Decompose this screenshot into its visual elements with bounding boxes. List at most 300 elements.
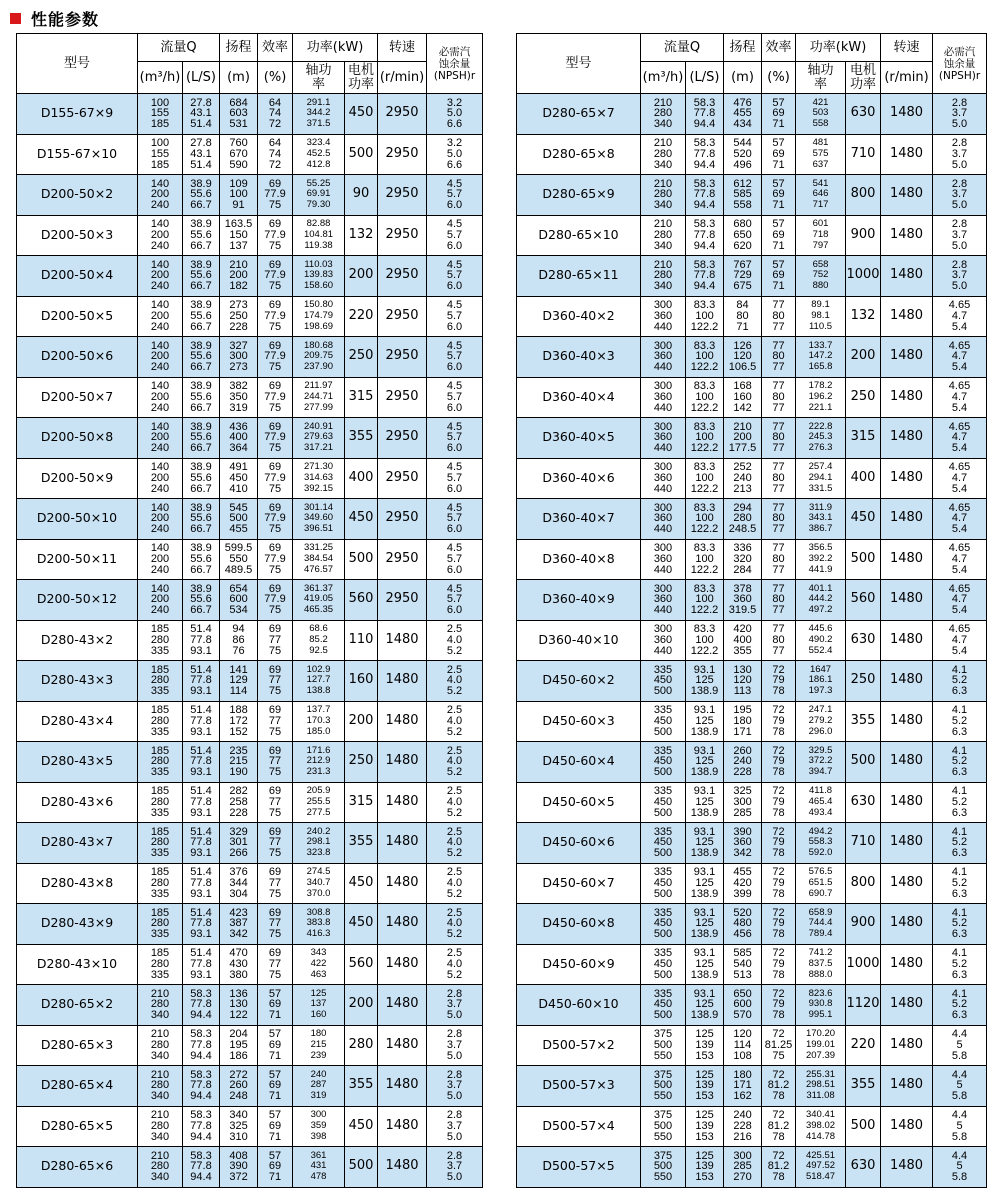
cell-speed: 1480 (881, 620, 933, 661)
cell-model: D200-50×11 (17, 539, 138, 580)
cell-npsh: 4.5 5.7 6.0 (427, 418, 483, 459)
cell-flow-ls: 83.3 100 122.2 (686, 580, 724, 621)
cell-efficiency: 57 69 71 (762, 175, 796, 216)
cell-model: D200-50×8 (17, 418, 138, 459)
cell-motor-power: 400 (345, 458, 378, 499)
cell-head: 767 729 675 (724, 256, 762, 297)
cell-speed: 2950 (378, 499, 427, 540)
cell-efficiency: 72 81.2 78 (762, 1106, 796, 1147)
cell-npsh: 2.5 4.0 5.2 (427, 620, 483, 661)
cell-efficiency: 72 79 78 (762, 823, 796, 864)
cell-npsh: 4.1 5.2 6.3 (933, 823, 987, 864)
table-row (17, 782, 483, 823)
header-speed-unit: (r/min) (881, 62, 933, 94)
cell-efficiency: 57 69 71 (258, 985, 293, 1026)
cell-motor-power: 450 (345, 1106, 378, 1147)
cell-speed: 1480 (881, 701, 933, 742)
cell-npsh: 2.5 4.0 5.2 (427, 701, 483, 742)
table-row (17, 256, 483, 297)
cell-efficiency: 69 77 75 (258, 944, 293, 985)
cell-speed: 1480 (881, 458, 933, 499)
cell-shaft-power: 125 137 160 (293, 985, 345, 1026)
cell-speed: 1480 (881, 1106, 933, 1147)
cell-head: 325 300 285 (724, 782, 762, 823)
cell-motor-power: 400 (846, 458, 881, 499)
cell-model: D450-60×3 (517, 701, 641, 742)
header-power: 功率(kW) (796, 34, 881, 62)
cell-flow-ls: 27.8 43.1 51.4 (183, 134, 220, 175)
header-speed-unit: (r/min) (378, 62, 427, 94)
table-row (517, 256, 987, 297)
cell-npsh: 4.65 4.7 5.4 (933, 337, 987, 378)
cell-flow-ls: 83.3 100 122.2 (686, 337, 724, 378)
cell-head: 336 320 284 (724, 539, 762, 580)
header-head-unit: (m) (724, 62, 762, 94)
cell-shaft-power: 274.5 340.7 370.0 (293, 863, 345, 904)
cell-efficiency: 57 69 71 (762, 94, 796, 135)
table-row (17, 1106, 483, 1147)
cell-efficiency: 57 69 71 (258, 1147, 293, 1188)
cell-model: D280-43×4 (17, 701, 138, 742)
cell-shaft-power: 170.20 199.01 207.39 (796, 1025, 846, 1066)
cell-shaft-power: 110.03 139.83 158.60 (293, 256, 345, 297)
cell-speed: 1480 (881, 256, 933, 297)
cell-motor-power: 630 (846, 620, 881, 661)
cell-efficiency: 77 80 77 (762, 458, 796, 499)
cell-flow-m3h: 140 200 240 (138, 337, 183, 378)
header-shaft-power (293, 62, 345, 94)
cell-shaft-power: 541 646 717 (796, 175, 846, 216)
cell-npsh: 4.65 4.7 5.4 (933, 499, 987, 540)
header-npsh-line1: 必需汽 (438, 45, 471, 58)
cell-efficiency: 69 77.9 75 (258, 377, 293, 418)
cell-flow-m3h: 375 500 550 (641, 1025, 686, 1066)
cell-motor-power: 355 (345, 418, 378, 459)
cell-flow-ls: 38.9 55.6 66.7 (183, 418, 220, 459)
cell-head: 294 280 248.5 (724, 499, 762, 540)
cell-head: 585 540 513 (724, 944, 762, 985)
cell-motor-power: 355 (345, 823, 378, 864)
cell-shaft-power: 343 422 463 (293, 944, 345, 985)
cell-efficiency: 69 77.9 75 (258, 458, 293, 499)
red-square-icon (10, 13, 21, 24)
cell-head: 760 670 590 (220, 134, 258, 175)
cell-head: 204 195 186 (220, 1025, 258, 1066)
cell-speed: 1480 (881, 1066, 933, 1107)
cell-flow-ls: 58.3 77.8 94.4 (183, 985, 220, 1026)
cell-flow-ls: 93.1 125 138.9 (686, 823, 724, 864)
cell-speed: 2950 (378, 580, 427, 621)
cell-model: D200-50×9 (17, 458, 138, 499)
cell-flow-ls: 93.1 125 138.9 (686, 661, 724, 702)
cell-flow-ls: 51.4 77.8 93.1 (183, 701, 220, 742)
cell-shaft-power: 823.6 930.8 995.1 (796, 985, 846, 1026)
cell-motor-power: 500 (846, 539, 881, 580)
cell-flow-ls: 83.3 100 122.2 (686, 377, 724, 418)
cell-motor-power: 250 (345, 742, 378, 783)
cell-efficiency: 69 77.9 75 (258, 215, 293, 256)
header-shaft-power-text: 轴功率 (305, 62, 332, 92)
header-flow-unit-m3h: (m³/h) (641, 62, 686, 94)
cell-shaft-power: 240.2 298.1 323.8 (293, 823, 345, 864)
cell-shaft-power: 361.37 419.05 465.35 (293, 580, 345, 621)
cell-head: 491 450 410 (220, 458, 258, 499)
cell-npsh: 4.5 5.7 6.0 (427, 296, 483, 337)
cell-shaft-power: 291.1 344.2 371.5 (293, 94, 345, 135)
cell-flow-ls: 38.9 55.6 66.7 (183, 377, 220, 418)
cell-speed: 1480 (378, 1147, 427, 1188)
cell-model: D280-65×11 (517, 256, 641, 297)
cell-motor-power: 200 (846, 337, 881, 378)
cell-head: 180 171 162 (724, 1066, 762, 1107)
cell-flow-ls: 93.1 125 138.9 (686, 944, 724, 985)
cell-npsh: 4.1 5.2 6.3 (933, 661, 987, 702)
header-flow-unit-ls: (L/S) (686, 62, 724, 94)
table-row (517, 985, 987, 1026)
table-row (17, 215, 483, 256)
cell-motor-power: 1000 (846, 944, 881, 985)
cell-flow-m3h: 210 280 340 (641, 215, 686, 256)
cell-motor-power: 1120 (846, 985, 881, 1026)
cell-motor-power: 800 (846, 863, 881, 904)
header-head: 扬程 (220, 34, 258, 62)
cell-head: 120 114 108 (724, 1025, 762, 1066)
cell-flow-m3h: 335 450 500 (641, 701, 686, 742)
table-row (517, 742, 987, 783)
cell-motor-power: 560 (345, 944, 378, 985)
cell-shaft-power: 55.25 69.91 79.30 (293, 175, 345, 216)
cell-npsh: 3.2 5.0 6.6 (427, 94, 483, 135)
cell-npsh: 2.8 3.7 5.0 (933, 134, 987, 175)
cell-model: D155-67×10 (17, 134, 138, 175)
cell-flow-ls: 38.9 55.6 66.7 (183, 458, 220, 499)
cell-npsh: 4.1 5.2 6.3 (933, 904, 987, 945)
cell-npsh: 4.5 5.7 6.0 (427, 337, 483, 378)
cell-model: D280-65×3 (17, 1025, 138, 1066)
cell-shaft-power: 658 752 880 (796, 256, 846, 297)
cell-flow-m3h: 375 500 550 (641, 1106, 686, 1147)
cell-flow-m3h: 300 360 440 (641, 499, 686, 540)
cell-head: 210 200 177.5 (724, 418, 762, 459)
cell-model: D450-60×9 (517, 944, 641, 985)
cell-speed: 1480 (378, 661, 427, 702)
cell-shaft-power: 257.4 294.1 331.5 (796, 458, 846, 499)
cell-npsh: 2.8 3.7 5.0 (933, 175, 987, 216)
cell-efficiency: 57 69 71 (258, 1066, 293, 1107)
header-head: 扬程 (724, 34, 762, 62)
cell-shaft-power: 331.25 384.54 476.57 (293, 539, 345, 580)
table-row (17, 377, 483, 418)
table-row (517, 620, 987, 661)
cell-model: D155-67×9 (17, 94, 138, 135)
cell-head: 378 360 319.5 (724, 580, 762, 621)
cell-flow-ls: 58.3 77.8 94.4 (686, 215, 724, 256)
cell-model: D200-50×4 (17, 256, 138, 297)
cell-motor-power: 710 (846, 823, 881, 864)
cell-motor-power: 450 (345, 904, 378, 945)
cell-efficiency: 72 79 78 (762, 944, 796, 985)
header-shaft-power-text: 轴功率 (807, 62, 834, 92)
cell-npsh: 4.65 4.7 5.4 (933, 418, 987, 459)
table-row (517, 1147, 987, 1188)
cell-flow-m3h: 140 200 240 (138, 458, 183, 499)
cell-speed: 1480 (881, 580, 933, 621)
cell-flow-m3h: 140 200 240 (138, 539, 183, 580)
cell-flow-m3h: 140 200 240 (138, 499, 183, 540)
cell-speed: 1480 (881, 1025, 933, 1066)
cell-efficiency: 69 77.9 75 (258, 418, 293, 459)
cell-npsh: 4.4 5 5.8 (933, 1106, 987, 1147)
table-row (517, 661, 987, 702)
cell-efficiency: 57 69 71 (762, 215, 796, 256)
table-row (17, 175, 483, 216)
cell-npsh: 4.5 5.7 6.0 (427, 580, 483, 621)
cell-motor-power: 200 (345, 701, 378, 742)
cell-npsh: 2.5 4.0 5.2 (427, 863, 483, 904)
cell-npsh: 2.8 3.7 5.0 (427, 1025, 483, 1066)
cell-shaft-power: 658.9 744.4 789.4 (796, 904, 846, 945)
table-row (517, 499, 987, 540)
cell-efficiency: 69 77 75 (258, 823, 293, 864)
cell-flow-ls: 93.1 125 138.9 (686, 782, 724, 823)
cell-speed: 2950 (378, 539, 427, 580)
cell-efficiency: 69 77.9 75 (258, 499, 293, 540)
cell-model: D500-57×3 (517, 1066, 641, 1107)
table-body-left (17, 94, 483, 1188)
cell-shaft-power: 421 503 558 (796, 94, 846, 135)
cell-efficiency: 69 77.9 75 (258, 337, 293, 378)
cell-speed: 1480 (881, 782, 933, 823)
cell-npsh: 2.8 3.7 5.0 (427, 985, 483, 1026)
cell-model: D280-43×7 (17, 823, 138, 864)
cell-shaft-power: 741.2 837.5 888.0 (796, 944, 846, 985)
cell-motor-power: 355 (345, 1066, 378, 1107)
cell-flow-m3h: 300 360 440 (641, 337, 686, 378)
cell-model: D200-50×10 (17, 499, 138, 540)
cell-efficiency: 69 77.9 75 (258, 580, 293, 621)
cell-flow-ls: 51.4 77.8 93.1 (183, 742, 220, 783)
cell-model: D360-40×5 (517, 418, 641, 459)
cell-shaft-power: 361 431 478 (293, 1147, 345, 1188)
cell-efficiency: 69 77 75 (258, 742, 293, 783)
cell-speed: 1480 (378, 823, 427, 864)
cell-shaft-power: 171.6 212.9 231.3 (293, 742, 345, 783)
cell-model: D280-65×9 (517, 175, 641, 216)
cell-shaft-power: 401.1 444.2 497.2 (796, 580, 846, 621)
cell-model: D500-57×4 (517, 1106, 641, 1147)
cell-flow-ls: 83.3 100 122.2 (686, 499, 724, 540)
table-row (17, 701, 483, 742)
performance-table-right (516, 33, 987, 1188)
cell-flow-ls: 125 139 153 (686, 1147, 724, 1188)
cell-speed: 1480 (881, 134, 933, 175)
table-row (17, 94, 483, 135)
cell-npsh: 4.1 5.2 6.3 (933, 701, 987, 742)
cell-npsh: 4.5 5.7 6.0 (427, 215, 483, 256)
cell-flow-m3h: 300 360 440 (641, 620, 686, 661)
table-row (17, 499, 483, 540)
header-npsh-line1: 必需汽 (943, 45, 976, 58)
cell-speed: 1480 (881, 215, 933, 256)
cell-speed: 2950 (378, 377, 427, 418)
cell-head: 300 285 270 (724, 1147, 762, 1188)
cell-shaft-power: 222.8 245.3 276.3 (796, 418, 846, 459)
cell-shaft-power: 356.5 392.2 441.9 (796, 539, 846, 580)
cell-head: 408 390 372 (220, 1147, 258, 1188)
cell-speed: 1480 (378, 863, 427, 904)
cell-motor-power: 500 (345, 1147, 378, 1188)
cell-efficiency: 72 79 78 (762, 782, 796, 823)
cell-model: D200-50×7 (17, 377, 138, 418)
cell-shaft-power: 255.31 298.51 311.08 (796, 1066, 846, 1107)
cell-speed: 1480 (881, 742, 933, 783)
table-row (17, 1025, 483, 1066)
cell-model: D450-60×10 (517, 985, 641, 1026)
cell-npsh: 4.65 4.7 5.4 (933, 580, 987, 621)
cell-flow-m3h: 300 360 440 (641, 418, 686, 459)
cell-model: D200-50×2 (17, 175, 138, 216)
header-model: 型号 (517, 34, 641, 94)
cell-head: 126 120 106.5 (724, 337, 762, 378)
header-npsh-line2: 蚀余量 (438, 57, 471, 70)
cell-motor-power: 250 (846, 661, 881, 702)
cell-motor-power: 500 (345, 134, 378, 175)
cell-speed: 2950 (378, 337, 427, 378)
table-row (517, 458, 987, 499)
cell-flow-ls: 38.9 55.6 66.7 (183, 539, 220, 580)
cell-flow-m3h: 140 200 240 (138, 215, 183, 256)
cell-flow-ls: 93.1 125 138.9 (686, 904, 724, 945)
cell-head: 329 301 266 (220, 823, 258, 864)
cell-npsh: 4.5 5.7 6.0 (427, 458, 483, 499)
cell-shaft-power: 411.8 465.4 493.4 (796, 782, 846, 823)
cell-model: D360-40×6 (517, 458, 641, 499)
cell-motor-power: 132 (345, 215, 378, 256)
cell-npsh: 2.8 3.7 5.0 (427, 1066, 483, 1107)
cell-head: 654 600 534 (220, 580, 258, 621)
cell-head: 476 455 434 (724, 94, 762, 135)
section-title (10, 8, 99, 28)
cell-model: D280-65×8 (517, 134, 641, 175)
cell-model: D280-43×8 (17, 863, 138, 904)
table-row (17, 134, 483, 175)
cell-flow-ls: 51.4 77.8 93.1 (183, 863, 220, 904)
cell-speed: 1480 (881, 175, 933, 216)
cell-efficiency: 69 77 75 (258, 620, 293, 661)
cell-flow-ls: 93.1 125 138.9 (686, 985, 724, 1026)
cell-flow-m3h: 335 450 500 (641, 985, 686, 1026)
cell-head: 94 86 76 (220, 620, 258, 661)
cell-head: 340 325 310 (220, 1106, 258, 1147)
cell-npsh: 2.5 4.0 5.2 (427, 904, 483, 945)
cell-motor-power: 500 (846, 1106, 881, 1147)
cell-speed: 2950 (378, 215, 427, 256)
cell-npsh: 4.4 5 5.8 (933, 1147, 987, 1188)
header-power: 功率(kW) (293, 34, 378, 62)
cell-speed: 1480 (378, 904, 427, 945)
cell-motor-power: 450 (345, 94, 378, 135)
cell-shaft-power: 211.97 244.71 277.99 (293, 377, 345, 418)
header-shaft-power (796, 62, 846, 94)
cell-shaft-power: 150.80 174.79 198.69 (293, 296, 345, 337)
cell-speed: 2950 (378, 175, 427, 216)
cell-npsh: 4.1 5.2 6.3 (933, 782, 987, 823)
cell-npsh: 2.8 3.7 5.0 (933, 94, 987, 135)
cell-head: 240 228 216 (724, 1106, 762, 1147)
cell-npsh: 4.5 5.7 6.0 (427, 499, 483, 540)
cell-head: 390 360 342 (724, 823, 762, 864)
cell-efficiency: 57 69 71 (258, 1106, 293, 1147)
cell-motor-power: 110 (345, 620, 378, 661)
table-row (17, 1066, 483, 1107)
cell-shaft-power: 240 287 319 (293, 1066, 345, 1107)
cell-speed: 2950 (378, 94, 427, 135)
header-npsh (427, 34, 483, 94)
cell-flow-m3h: 210 280 340 (641, 94, 686, 135)
cell-model: D500-57×2 (517, 1025, 641, 1066)
cell-head: 273 250 228 (220, 296, 258, 337)
cell-model: D280-43×5 (17, 742, 138, 783)
cell-head: 680 650 620 (724, 215, 762, 256)
cell-flow-m3h: 335 450 500 (641, 944, 686, 985)
cell-npsh: 2.5 4.0 5.2 (427, 742, 483, 783)
cell-model: D360-40×10 (517, 620, 641, 661)
cell-efficiency: 57 69 71 (258, 1025, 293, 1066)
cell-head: 272 260 248 (220, 1066, 258, 1107)
cell-speed: 1480 (881, 661, 933, 702)
header-model: 型号 (17, 34, 138, 94)
cell-npsh: 4.65 4.7 5.4 (933, 377, 987, 418)
cell-flow-ls: 27.8 43.1 51.4 (183, 94, 220, 135)
header-eff-unit: (%) (762, 62, 796, 94)
cell-shaft-power: 301.14 349.60 396.51 (293, 499, 345, 540)
cell-speed: 1480 (378, 701, 427, 742)
cell-model: D280-43×2 (17, 620, 138, 661)
cell-model: D450-60×4 (517, 742, 641, 783)
cell-model: D200-50×3 (17, 215, 138, 256)
cell-npsh: 4.4 5 5.8 (933, 1066, 987, 1107)
cell-motor-power: 710 (846, 134, 881, 175)
cell-flow-ls: 58.3 77.8 94.4 (183, 1025, 220, 1066)
cell-flow-m3h: 335 450 500 (641, 904, 686, 945)
cell-model: D280-65×10 (517, 215, 641, 256)
cell-flow-ls: 38.9 55.6 66.7 (183, 175, 220, 216)
cell-flow-m3h: 185 280 335 (138, 701, 183, 742)
cell-shaft-power: 323.4 452.5 412.8 (293, 134, 345, 175)
cell-efficiency: 72 79 78 (762, 661, 796, 702)
cell-flow-ls: 58.3 77.8 94.4 (686, 256, 724, 297)
table-row (17, 620, 483, 661)
cell-head: 455 420 399 (724, 863, 762, 904)
cell-speed: 1480 (378, 1106, 427, 1147)
cell-npsh: 4.5 5.7 6.0 (427, 256, 483, 297)
cell-shaft-power: 311.9 343.1 386.7 (796, 499, 846, 540)
cell-efficiency: 57 69 71 (762, 134, 796, 175)
cell-motor-power: 800 (846, 175, 881, 216)
cell-efficiency: 69 77.9 75 (258, 296, 293, 337)
cell-model: D360-40×4 (517, 377, 641, 418)
table-row (517, 377, 987, 418)
cell-flow-m3h: 185 280 335 (138, 661, 183, 702)
cell-flow-m3h: 100 155 185 (138, 134, 183, 175)
cell-flow-m3h: 210 280 340 (641, 175, 686, 216)
cell-model: D450-60×6 (517, 823, 641, 864)
cell-npsh: 4.5 5.7 6.0 (427, 175, 483, 216)
header-npsh-line2: 蚀余量 (943, 57, 976, 70)
cell-motor-power: 630 (846, 782, 881, 823)
cell-efficiency: 72 79 78 (762, 742, 796, 783)
cell-head: 420 400 355 (724, 620, 762, 661)
